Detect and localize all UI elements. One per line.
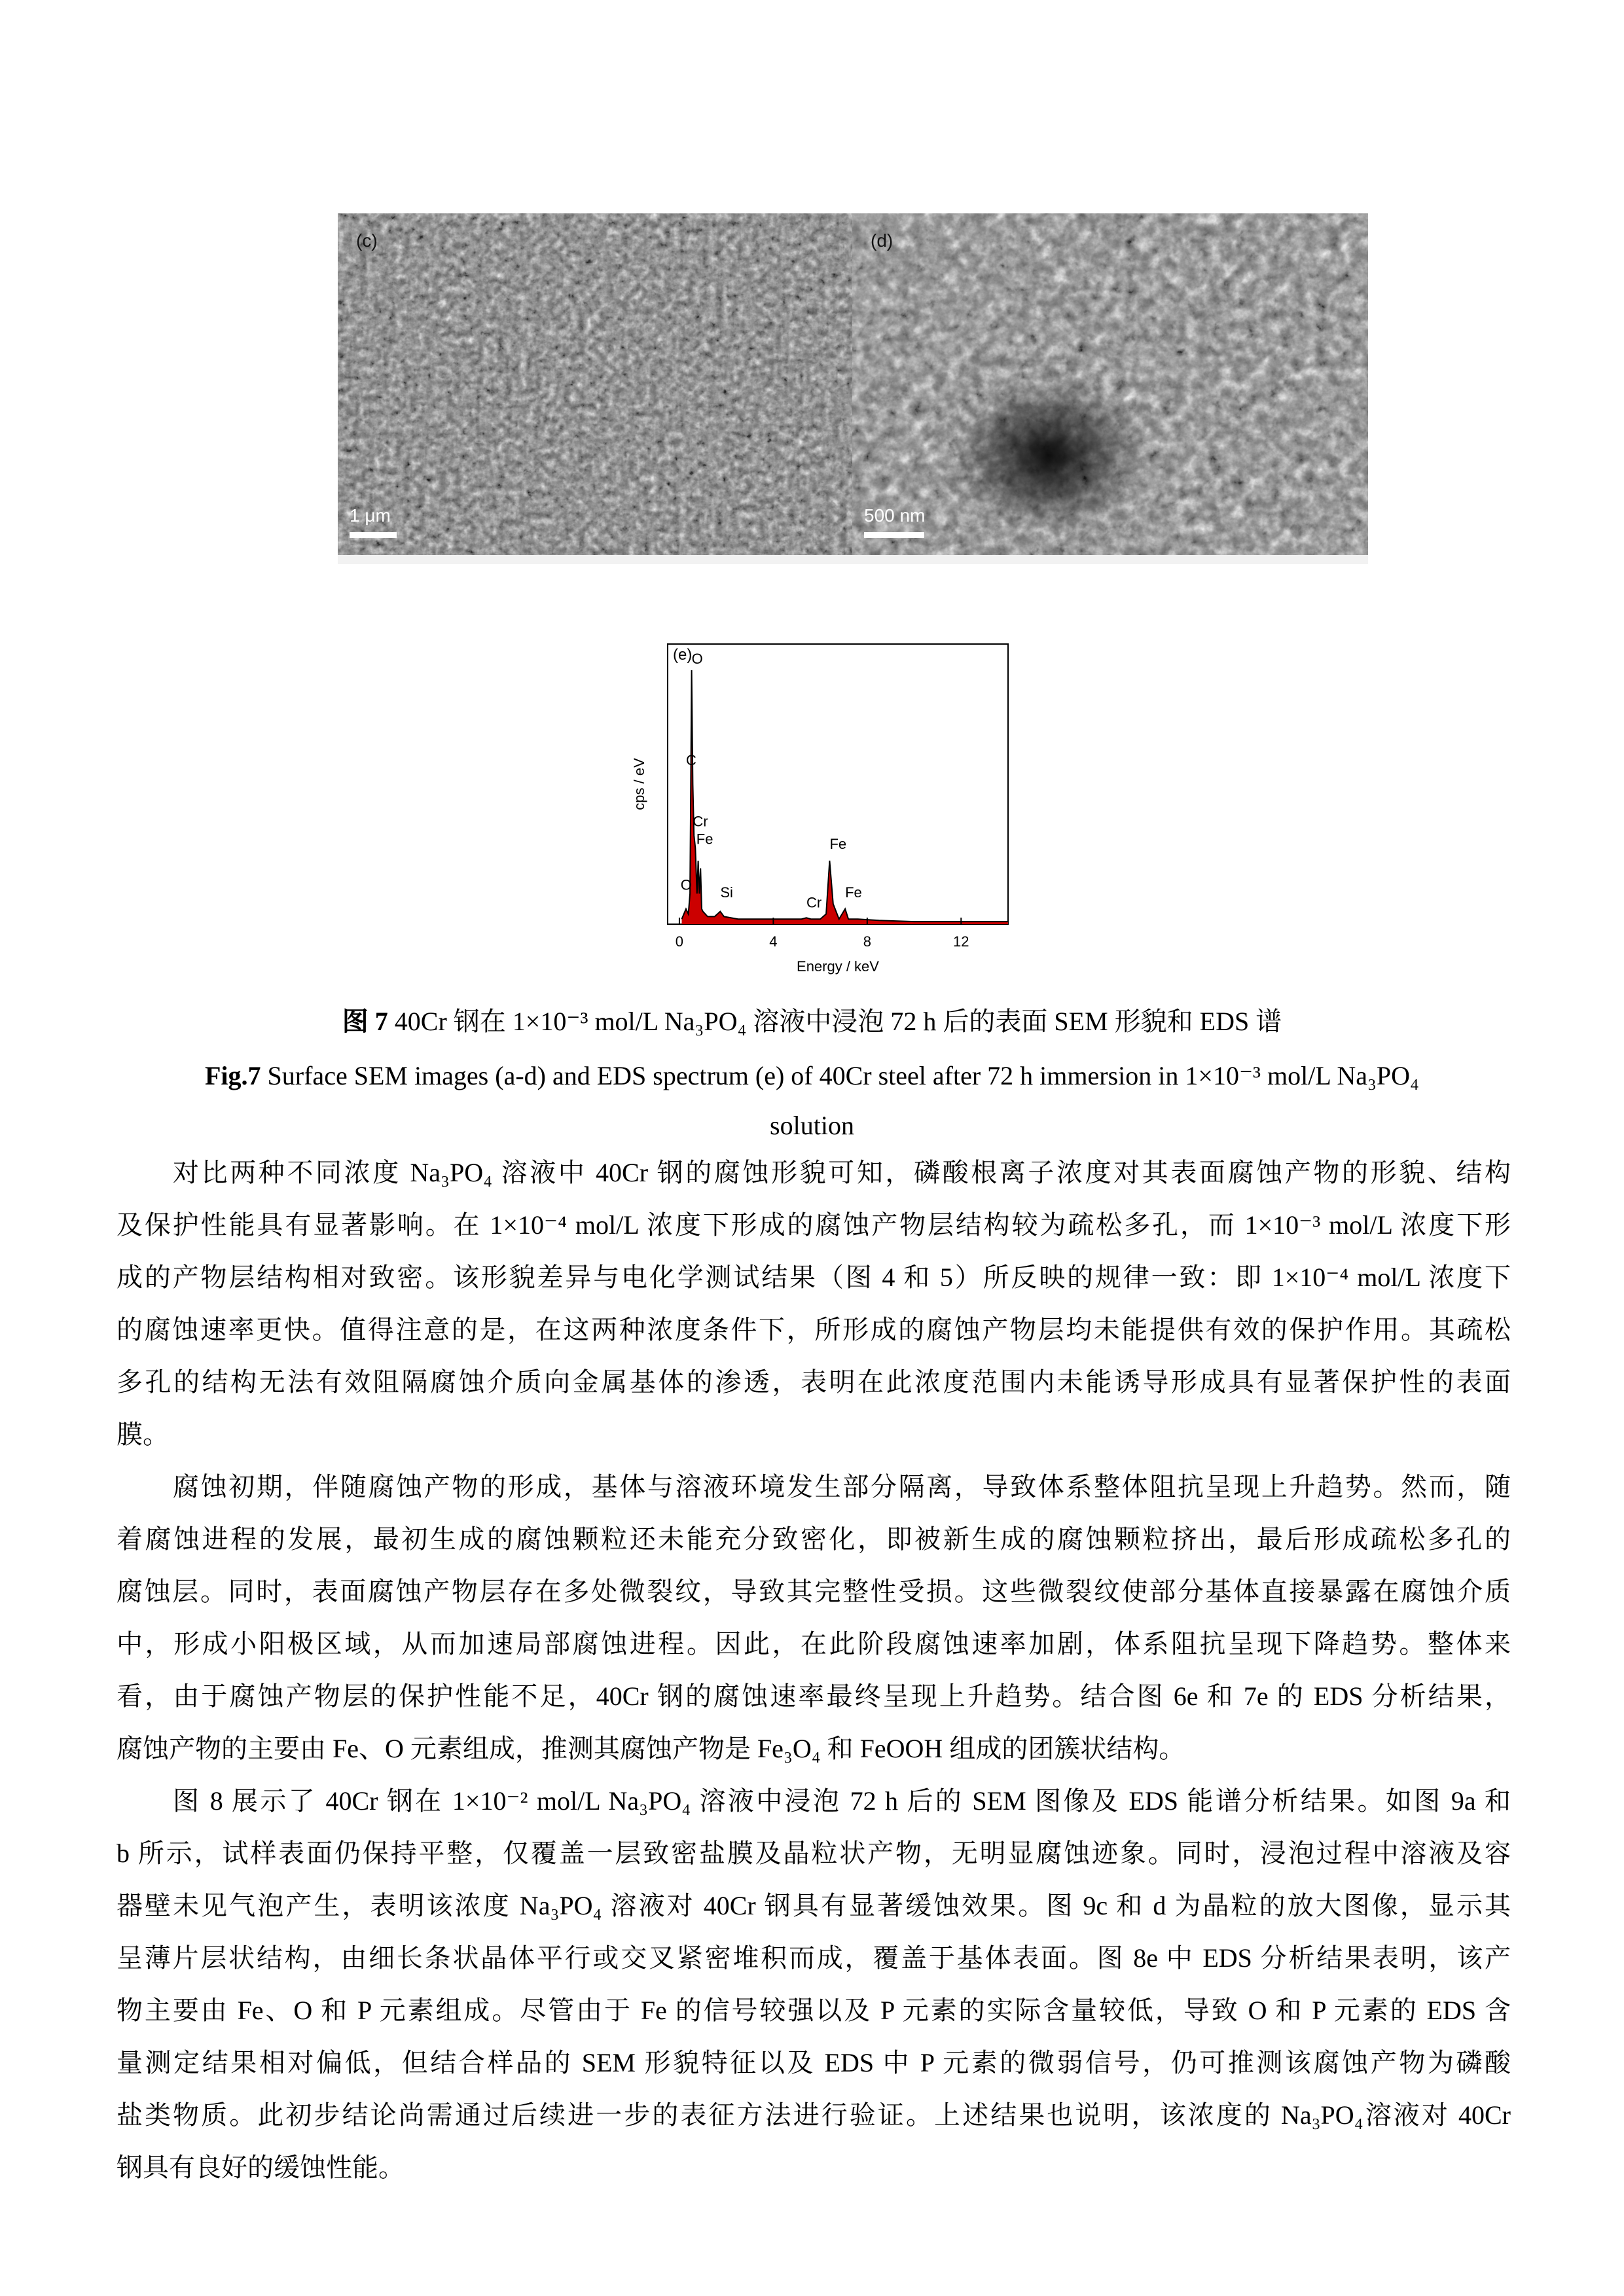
- peak-label: O: [691, 651, 703, 667]
- peak-label: Fe: [845, 884, 862, 901]
- peak-label: C: [685, 752, 696, 769]
- eds-plot-area: [631, 644, 1008, 975]
- paragraph-line: 盐类物质。此初步结论尚需通过后续进一步的表征方法进行验证。上述结果也说明，该浓度的 Na₃PO₄溶液对 40Cr: [117, 2100, 1511, 2130]
- scale-bar-c: [350, 532, 397, 538]
- paragraph-line: 量测定结果相对偏低，但结合样品的 SEM 形貌特征以及 EDS 中 P 元素的微弱信号，仍可推测该腐蚀产物为磷酸: [117, 2048, 1511, 2077]
- panel-label-d: (d): [871, 230, 893, 251]
- paragraph-line: 腐蚀产物的主要由 Fe、O 元素组成，推测其腐蚀产物是 Fe₃O₄ 和 FeOOH 组成的团簇状结构。: [117, 1734, 1185, 1763]
- paragraph-line: 腐蚀层。同时，表面腐蚀产物层存在多处微裂纹，导致其完整性受损。这些微裂纹使部分基体直接暴露在腐蚀介质: [117, 1577, 1511, 1606]
- caption-en-label: Fig.7: [205, 1061, 261, 1090]
- paragraph-line: 膜。: [117, 1420, 169, 1449]
- paragraph-line: 着腐蚀进程的发展，最初生成的腐蚀颗粒还未能充分致密化，即被新生成的腐蚀颗粒挤出，最后形成疏松多孔的: [117, 1524, 1511, 1554]
- paragraph-line: 成的产物层结构相对致密。该形貌差异与电化学测试结果（图 4 和 5）所反映的规律一致：即 1×10⁻⁴ mol/L 浓度下: [117, 1263, 1511, 1292]
- sem-strip-d: [852, 555, 1368, 564]
- paragraph-line: 器壁未见气泡产生，表明该浓度 Na₃PO₄ 溶液对 40Cr 钢具有显著缓蚀效果。图 9c 和 d 为晶粒的放大图像，显示其: [117, 1891, 1511, 1920]
- plot-frame: [668, 644, 1008, 924]
- paragraph-line: 及保护性能具有显著影响。在 1×10⁻⁴ mol/L 浓度下形成的腐蚀产物层结构较为疏松多孔，而 1×10⁻³ mol/L 浓度下形: [117, 1210, 1511, 1240]
- paragraph-line: 钢具有良好的缓蚀性能。: [117, 2153, 405, 2182]
- scale-label-c: 1 μm: [350, 505, 391, 526]
- caption-zh-label: 图 7: [342, 1007, 388, 1036]
- peak-label: Fe: [829, 836, 847, 853]
- sem-image-c: [338, 213, 854, 555]
- y-axis-label: cps / eV: [631, 758, 647, 810]
- x-tick-label: 8: [863, 933, 871, 950]
- paragraph-line: 图 8 展示了 40Cr 钢在 1×10⁻² mol/L Na₃PO₄ 溶液中浸泡 72 h 后的 SEM 图像及 EDS 能谱分析结果。如图 9a 和: [173, 1786, 1511, 1816]
- panel-label-c: (c): [356, 230, 378, 251]
- scale-label-d: 500 nm: [864, 505, 926, 526]
- sem-strip-c: [338, 555, 854, 564]
- paragraph-1: [117, 1147, 1511, 1461]
- x-tick-label: 4: [769, 933, 778, 950]
- paragraph-line: 中，形成小阳极区域，从而加速局部腐蚀进程。因此，在此阶段腐蚀速率加剧，体系阻抗呈现下降趋势。整体来: [117, 1629, 1511, 1659]
- figure-caption-zh: [0, 1005, 1624, 1039]
- paragraph-line: 腐蚀初期，伴随腐蚀产物的形成，基体与溶液环境发生部分隔离，导致体系整体阻抗呈现上升趋势。然而，随: [173, 1472, 1511, 1501]
- caption-en-text: Surface SEM images (a-d) and EDS spectrum (e) of 40Cr steel after 72 h immersion in 1×10⁻³ mol/L Na₃PO₄: [261, 1061, 1419, 1090]
- peak-label: Cr: [806, 894, 822, 911]
- paragraph-line: 对比两种不同浓度 Na₃PO₄ 溶液中 40Cr 钢的腐蚀形貌可知，磷酸根离子浓度对其表面腐蚀产物的形貌、结构: [173, 1158, 1511, 1187]
- figure-caption-en: [0, 1059, 1624, 1093]
- figure-caption-en-continued: solution: [770, 1111, 854, 1140]
- x-axis-label: Energy / keV: [797, 958, 879, 975]
- peak-label: Si: [720, 884, 733, 901]
- paragraph-line: 物主要由 Fe、O 和 P 元素组成。尽管由于 Fe 的信号较强以及 P 元素的实际含量较低，导致 O 和 P 元素的 EDS 含: [117, 1996, 1511, 2025]
- sem-image-d: [852, 213, 1368, 555]
- scale-bar-d: [864, 532, 924, 538]
- eds-spectrum-chart: [602, 628, 1021, 982]
- caption-zh-text: 40Cr 钢在 1×10⁻³ mol/L Na₃PO₄ 溶液中浸泡 72 h 后的表面 SEM 形貌和 EDS 谱: [388, 1007, 1282, 1036]
- x-tick-label: 0: [675, 933, 684, 950]
- paragraph-line: 呈薄片层状结构，由细长条状晶体平行或交叉紧密堆积而成，覆盖于基体表面。图 8e 中 EDS 分析结果表明，该产: [117, 1943, 1511, 1973]
- chart-panel-label: (e): [673, 646, 693, 664]
- x-tick-label: 12: [953, 933, 969, 950]
- paragraph-line: 的腐蚀速率更快。值得注意的是，在这两种浓度条件下，所形成的腐蚀产物层均未能提供有效的保护作用。其疏松: [117, 1315, 1511, 1344]
- paragraph-line: 多孔的结构无法有效阻隔腐蚀介质向金属基体的渗透，表明在此浓度范围内未能诱导形成具有显著保护性的表面: [117, 1367, 1511, 1397]
- sem-texture-c: [338, 213, 854, 555]
- peak-label: Fe: [696, 831, 713, 848]
- peak-label: O: [680, 876, 692, 893]
- paragraph-3: [117, 1775, 1511, 2194]
- paragraph-2: [117, 1461, 1511, 1775]
- peak-label: Cr: [693, 813, 708, 830]
- paragraph-line: b 所示，试样表面仍保持平整，仅覆盖一层致密盐膜及晶粒状产物，无明显腐蚀迹象。同时，浸泡过程中溶液及容: [117, 1839, 1511, 1868]
- sem-texture-d: [852, 213, 1368, 555]
- paragraph-line: 看，由于腐蚀产物层的保护性能不足，40Cr 钢的腐蚀速率最终呈现上升趋势。结合图 6e 和 7e 的 EDS 分析结果，: [117, 1681, 1511, 1711]
